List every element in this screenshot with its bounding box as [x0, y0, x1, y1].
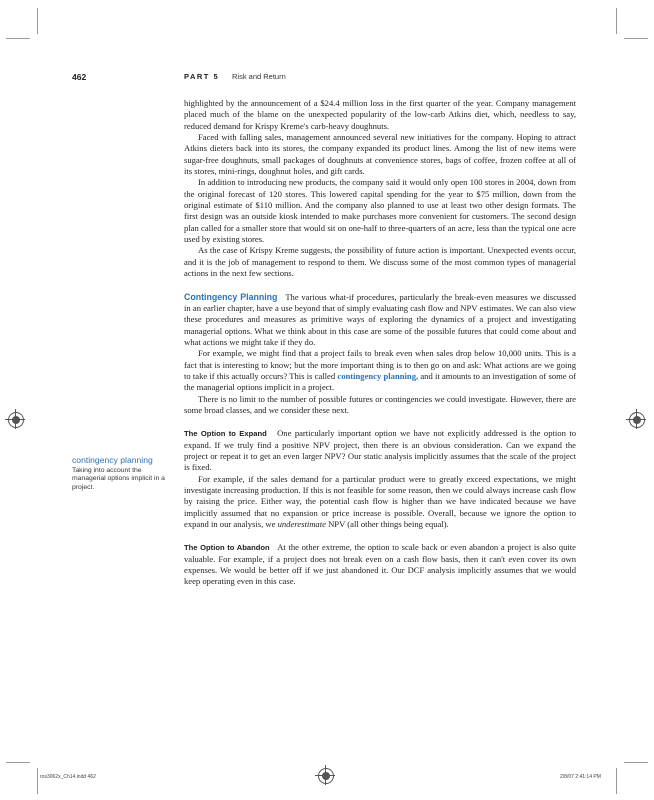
- part-label: PART 5: [184, 72, 220, 81]
- paragraph: [184, 474, 576, 531]
- registration-mark-icon: [629, 412, 645, 428]
- key-term: contingency planning,: [337, 370, 419, 381]
- paragraph: Faced with falling sales, management announced several new initiatives for the company. Hoping to attract Atkins dieters back into its stores, the company expanded its product lines. Among the list of new items were sugar-free doughnuts, small packages of doughnuts at convenience stores, bags of coffee, frozen coffee at all of its stores, mini-rings, doughnut holes, and gift cards.: [184, 132, 576, 177]
- section-heading: Contingency Planning: [184, 291, 278, 302]
- slug-timestamp: 2/8/07 2:41:14 PM: [560, 774, 601, 780]
- paragraph-text: and it amounts to an investigation of some of the managerial options implicit in a project.: [184, 370, 576, 393]
- section-heading: The Option to Abandon: [184, 543, 270, 553]
- margin-definition: [72, 455, 172, 492]
- paragraph: highlighted by the announcement of a $24.4 million loss in the first quarter of the year. Company management placed much of the blame on the unexpected popularity of the low-carb Atkins diet, which, needless to say, reduced demand for Krispy Kreme's carb-heavy doughnuts.: [184, 98, 576, 131]
- registration-mark-icon: [8, 412, 24, 428]
- crop-mark: [624, 762, 648, 763]
- part-title: Risk and Return: [232, 72, 286, 81]
- section-option-to-expand: [184, 428, 576, 473]
- page-number: 462: [72, 72, 87, 82]
- section-option-to-abandon: [184, 542, 576, 587]
- paragraph: As the case of Krispy Kreme suggests, the possibility of future action is important. Unexpected events occur, and it is the job of management to respond to them. We discuss some of the most common types of managerial actions in the next few sections.: [184, 245, 576, 279]
- paragraph-text: NPV (all other things being equal).: [328, 519, 449, 530]
- crop-mark: [37, 768, 38, 794]
- paragraph-text: One particularly important option we have not explicitly addressed is the option to expand. If we truly find a positive NPV project, then there is an obvious consideration. Can we expand the project or repeat it to get an even larger NPV? Our static analysis implicitly assumes that the scale of the project is fixed.: [184, 428, 577, 473]
- body-text: [184, 98, 576, 588]
- crop-mark: [37, 8, 38, 34]
- paragraph-text: The various what-if procedures, particularly the break-even measures we discussed in an earlier chapter, have a use beyond that of simply evaluating cash flow and NPV estimates. We can also view these procedures and measures as primitive ways of exploring the dynamics of a project and investigating managerial options. What we think about in this case are some of the possible futures that could come about and what actions we might take if they do.: [184, 291, 577, 347]
- slug-filename: ros3062x_Ch14.indd 462: [40, 774, 96, 780]
- emphasis: underestimate: [277, 519, 326, 530]
- crop-mark: [616, 768, 617, 794]
- paragraph-text: For example, we might find that a project fails to break even when sales drop below 10,000 units. This is a fact that is interesting to know; but the more important thing is to then go on and ask: What actions are we going to take if this actually occurs? This is called: [184, 348, 576, 381]
- paragraph: There is no limit to the number of possible futures or contingencies we could investigate. However, there are some broad classes, and we consider these next.: [184, 393, 576, 415]
- margin-definition-text: Taking into account the managerial options implicit in a project.: [72, 467, 165, 491]
- section-heading: The Option to Expand: [184, 429, 267, 439]
- section-contingency-planning: [184, 292, 576, 349]
- crop-mark: [616, 8, 617, 34]
- paragraph-text: At the other extreme, the option to scale back or even abandon a project is also quite valuable. For example, if a project does not break even on a cash flow basis, then it can't even cover its own expenses. We would be better off if we just abandoned it. Our DCF analysis implicitly assumes that we would keep operating even in this case.: [184, 542, 576, 587]
- registration-mark-icon: [318, 768, 334, 784]
- paragraph: In addition to introducing new products, the company said it would only open 100 stores in 2004, down from the original forecast of 120 stores. This lowered capital spending for the year to $75 million, down from the original estimate of $110 million. And the company also planned to use at least two other design formats. The first design was an outside kiosk intended to make purchases more convenient for customers. The second design plan called for a smaller store that would sit on one-half to three-quarters of an acre, less than the typical one acre used by existing stores.: [184, 177, 576, 245]
- paragraph: [184, 348, 576, 393]
- running-header: [0, 72, 654, 86]
- paragraph-text: For example, if the sales demand for a particular product were to greatly exceed expectations, we might investigate increasing production. If this is not feasible for some reason, then we could always increase cash flow by raising the price. Either way, the potential cash flow is higher than we have indicated because we have implicitly assumed that no expansion or price increase is possible. Overall, because we ignore the option to expand in our analysis, we: [184, 473, 576, 530]
- crop-mark: [6, 762, 30, 763]
- crop-mark: [6, 38, 30, 39]
- margin-term: contingency planning: [72, 455, 153, 465]
- crop-mark: [624, 38, 648, 39]
